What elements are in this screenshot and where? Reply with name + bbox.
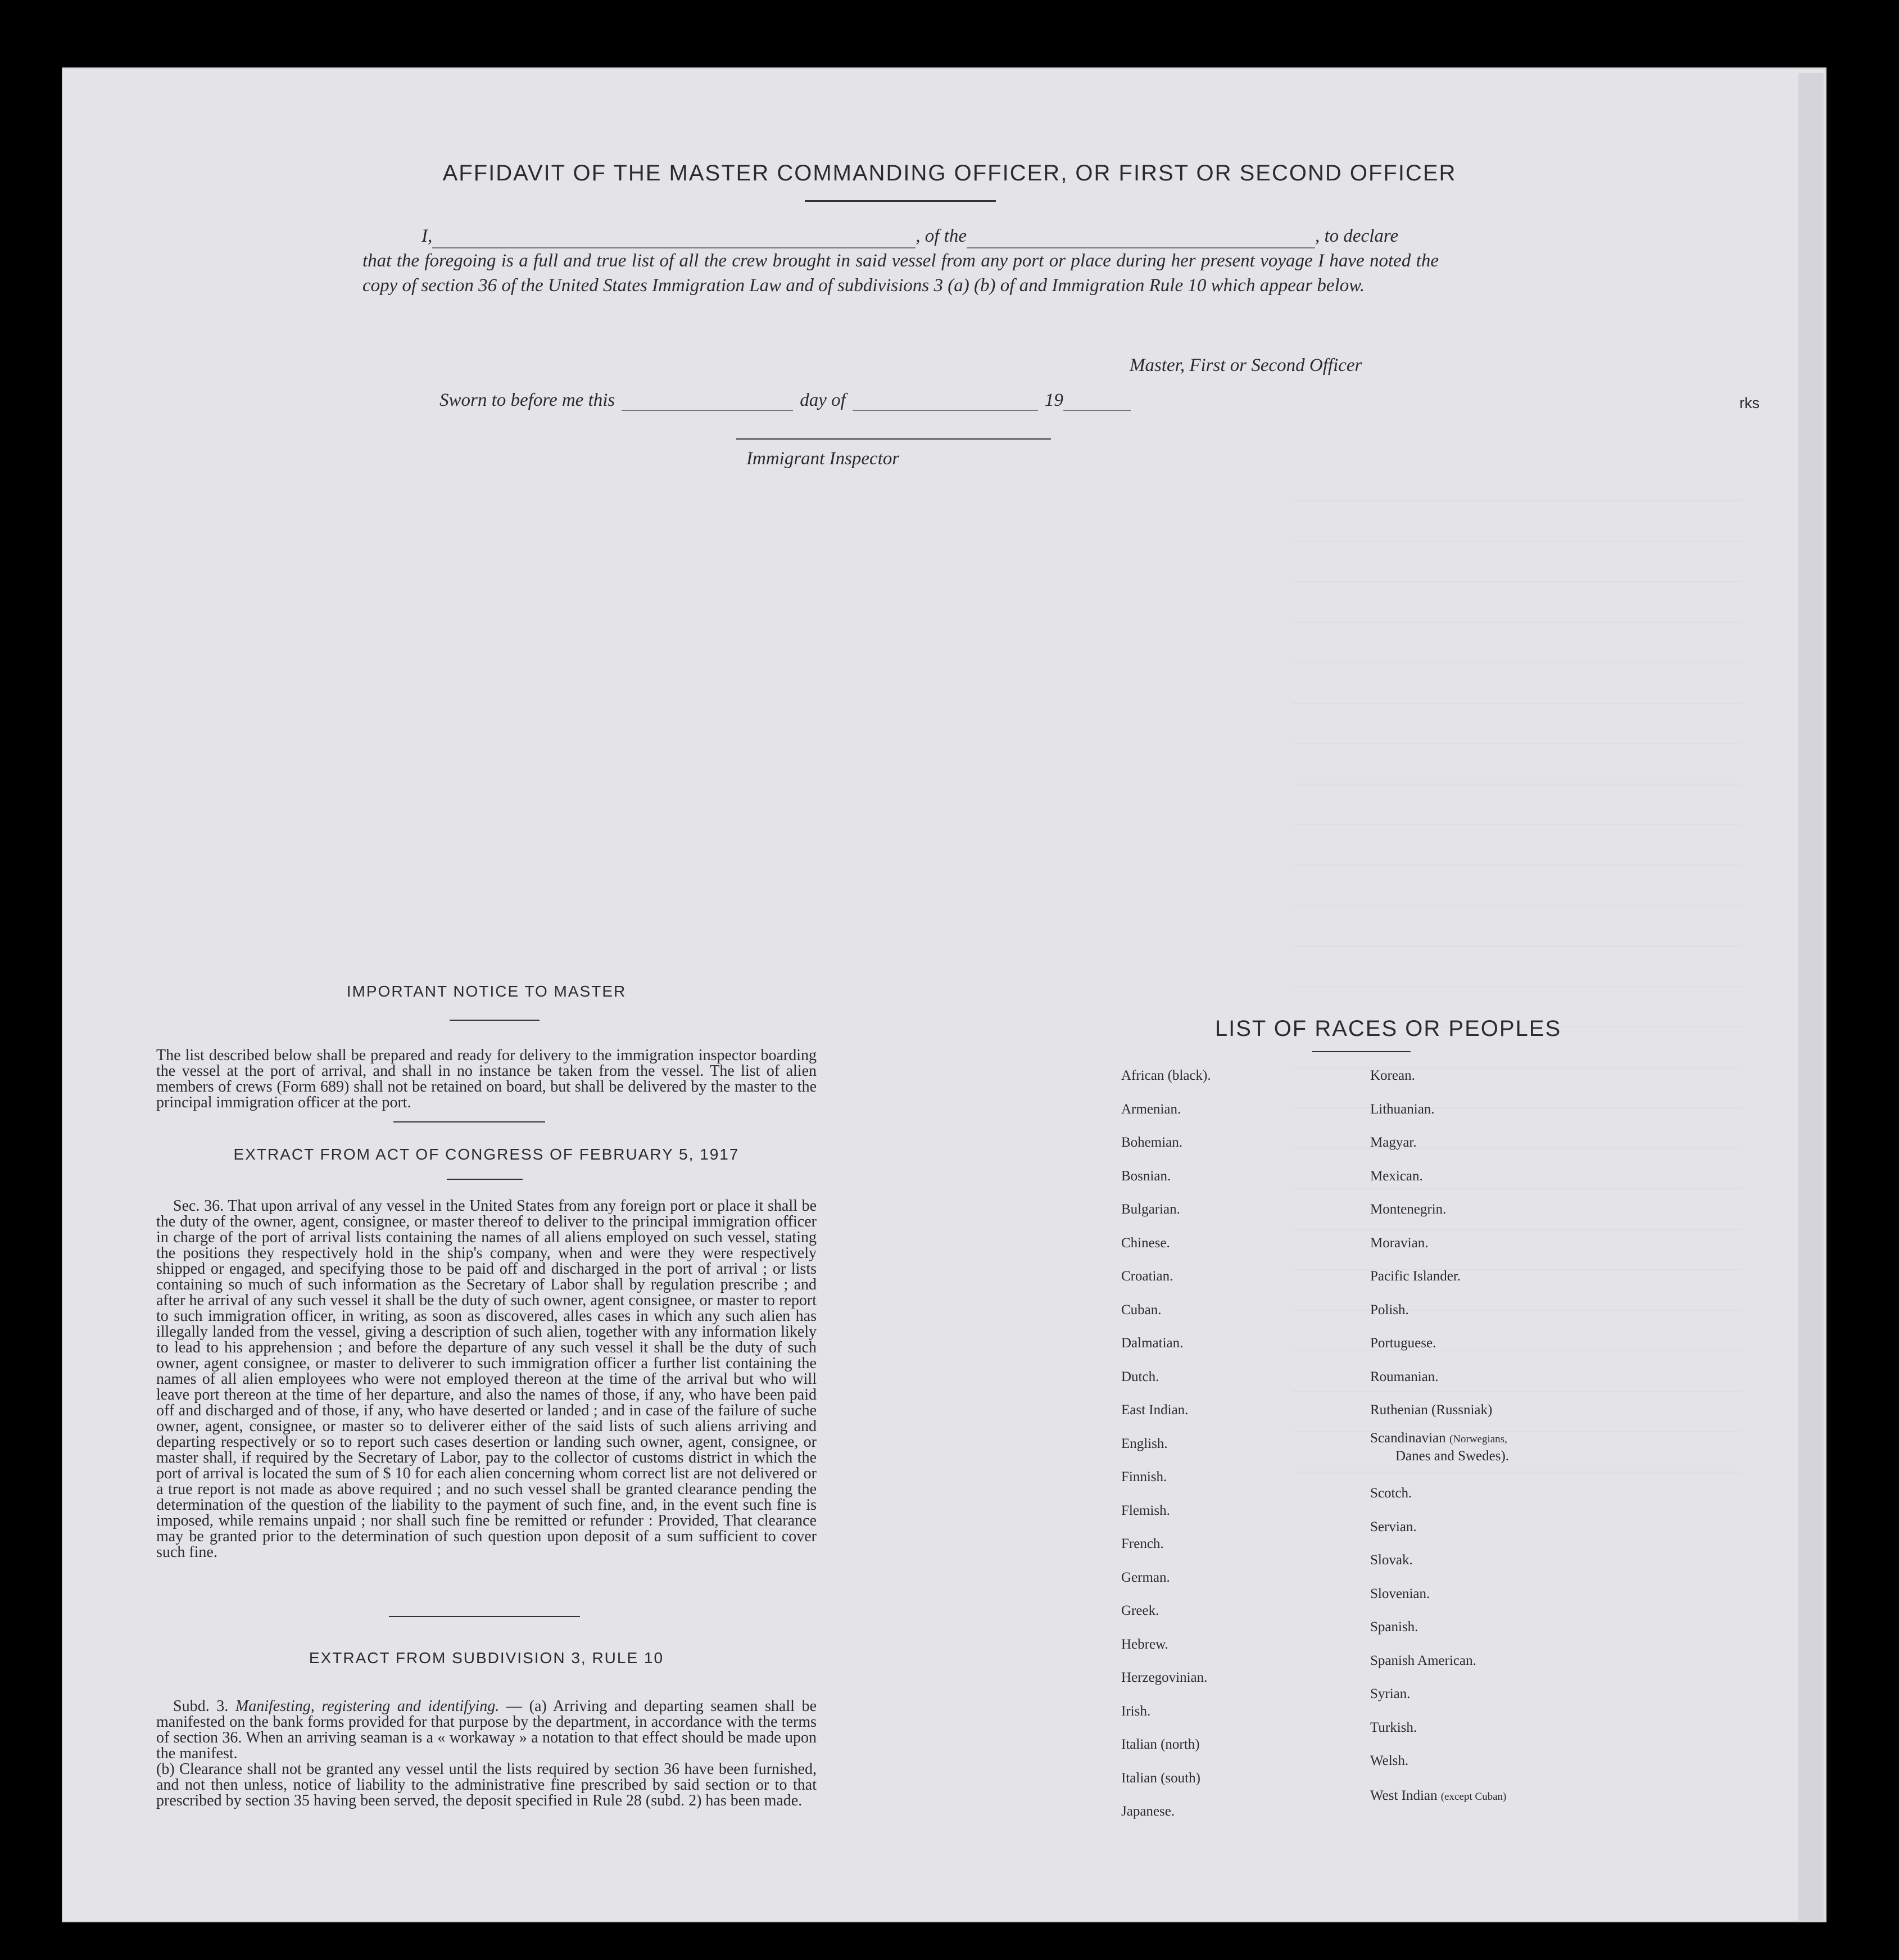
race-item: Bulgarian.: [1121, 1202, 1180, 1217]
race-item: Turkish.: [1370, 1719, 1417, 1735]
title-underline: [805, 200, 996, 202]
act-body: That upon arrival of any vessel in the United States from any foreign port or place it shall be the duty of the owner, agent, consignee, or master thereof to deliver to the principal immigration officer in charge of the port of arrival lists containing the names of all aliens employed on such vessel, stating the positions they respectively hold in the ship's company, when and were they were respectively shipped or engaged, and specifying those to be paid off and discharged in the port of arrival ; or lists containing so much of such information as the Secretary of Labor shall by regulation prescribe ; and after he arrival of any such vessel it shall be the duty of such owner, agent consignee, or master to report to such immigration officer, in writing, as soon as discovered, alles cases in which any such alien has illegally landed from the vessel, giving a description of such alien, together with any information likely to lead to his apprehension ; and before the departure of any such vessel it shall be the duty of such owner, agent consignee, or master to deliverer to such immigration officer a further list containing the names of all alien employees who were not employed thereon at the time of the arrival but who will leave port thereon at the time of her departure, and also the names of those, if any, who have been paid off and discharged and of those, if any, who have deserted or landed ; and in case of the failure of suche owner, agent, consignee, or master so to deliverer either of the said lists of such aliens arriving and departing respectively or so to report such cases desertion or landing such owner, agent, consignee, or master shall, if required by the Secretary of Labor, pay to the collector of customs district in which the port of arrival is located the sum of $ 10 for each alien concerning whom correct list are not delivered or a true report is not made as above required ; and no such vessel shall be granted clearance pending the determination of the question of the liability to the payment of such fine, and, in the event such fine is imposed, while remains unpaid ; nor shall such fine be remitted or refunder : Provided, That clearance may be granted prior to the determination of such question upon deposit of a sum sufficient to cover such fine.: [156, 1197, 817, 1561]
races-right-column-3: [1370, 1477, 1476, 1778]
edge-fragment: rks: [1739, 395, 1760, 411]
race-item: Scotch.: [1370, 1486, 1412, 1501]
subd-label: Subd. 3.: [173, 1698, 229, 1715]
inspector-signature-line: [736, 438, 1051, 440]
officer-name-field[interactable]: [432, 229, 915, 248]
act-divider: [389, 1616, 580, 1617]
rule-text-a: — (a) Arriving and departing seamen shall be manifested on the bank forms provided for that purpose by the department, in accordance with the terms of section 36. When an arriving seaman is a « workaway » a notation to that effect should be made upon the manifest.: [156, 1698, 817, 1762]
race-item: Armenian.: [1121, 1101, 1181, 1117]
race-item: Flemish.: [1121, 1502, 1170, 1518]
races-right-column-2: [1370, 1425, 1509, 1465]
affidavit-text: that the foregoing is a full and true list of all the crew brought in said vessel from any port or place during her present voyage I have noted the copy of section 36 of the United States Immigration Law and of subdivisions 3 (a) (b) of and Immigration Rule 10 which appear below.: [362, 251, 1439, 296]
sworn-line: [439, 390, 1131, 411]
race-item: English.: [1121, 1436, 1168, 1451]
races-right-column-4: [1370, 1779, 1506, 1813]
rule-text-b: (b) Clearance shall not be granted any vessel until the lists required by section 36 have been furnished, and not then unless, notice of liability to the administrative fine prescribed by said section or to that prescribed by section 35 having been served, the deposit specified in Rule 28 (subd. 2) has been made.: [156, 1760, 817, 1809]
sworn-label: Sworn to before me this: [439, 390, 615, 410]
sec-label: Sec. 36.: [173, 1197, 224, 1215]
race-item: Lithuanian.: [1370, 1101, 1435, 1117]
race-item: Servian.: [1370, 1519, 1417, 1534]
year-label: 19: [1044, 390, 1063, 410]
race-item: Mexican.: [1370, 1168, 1423, 1184]
month-field[interactable]: [853, 391, 1038, 411]
notice-heading: IMPORTANT NOTICE TO MASTER: [346, 983, 627, 1000]
race-item: Spanish.: [1370, 1619, 1418, 1635]
race-item: Polish.: [1370, 1302, 1409, 1318]
race-item: Herzegovinian.: [1121, 1670, 1208, 1685]
race-item: Cuban.: [1121, 1302, 1162, 1318]
of-the-label: , of the: [915, 226, 967, 246]
notice-underline: [450, 1020, 540, 1021]
races-underline: [1312, 1051, 1411, 1052]
rule-heading: EXTRACT FROM SUBDIVISION 3, RULE 10: [309, 1649, 664, 1667]
notice-divider: [393, 1121, 545, 1122]
race-item: Danes and Swedes).: [1395, 1449, 1510, 1464]
race-item: German.: [1121, 1569, 1170, 1585]
race-item: Korean.: [1370, 1068, 1415, 1083]
race-item: Bosnian.: [1121, 1168, 1171, 1184]
page-edge: [1798, 73, 1824, 1922]
race-item: Spanish American.: [1370, 1653, 1476, 1668]
to-declare-label: , to declare: [1315, 226, 1399, 246]
race-item: French.: [1121, 1536, 1164, 1551]
notice-text: The list described below shall be prepared and ready for delivery to the immigration inspector boarding the vessel at the port of arrival, and shall in no instance be taken from the vessel. The list of alien members of crews (Form 689) shall not be retained on board, but shall be delivered by the master to the principal immigration officer at the port.: [156, 1047, 817, 1111]
race-item: Magyar.: [1370, 1135, 1417, 1150]
race-item: Ruthenian (Russniak): [1370, 1402, 1493, 1418]
race-item: Welsh.: [1370, 1753, 1409, 1768]
race-item: Syrian.: [1370, 1686, 1411, 1701]
race-item: Bohemian.: [1121, 1135, 1183, 1150]
master-signature-label: Master, First or Second Officer: [1130, 355, 1362, 375]
race-item: Chinese.: [1121, 1235, 1170, 1251]
act-underline: [447, 1179, 523, 1180]
race-item: West Indian (except Cuban): [1370, 1788, 1507, 1803]
races-heading: LIST OF RACES OR PEOPLES: [1214, 1016, 1562, 1041]
subd-title: Manifesting, registering and identifying.: [235, 1698, 500, 1715]
i-label: I,: [422, 226, 433, 246]
races-left-column: [1121, 1059, 1211, 1828]
vessel-field[interactable]: [967, 229, 1315, 248]
race-item: Dutch.: [1121, 1369, 1159, 1384]
race-item: Italian (north): [1121, 1737, 1200, 1752]
race-item: Slovak.: [1370, 1552, 1413, 1568]
race-item: Portuguese.: [1370, 1336, 1436, 1351]
act-heading: EXTRACT FROM ACT OF CONGRESS OF FEBRUARY 5, 1917: [233, 1146, 740, 1163]
race-item: Greek.: [1121, 1603, 1159, 1618]
race-item: African (black).: [1121, 1068, 1211, 1083]
affidavit-body: [362, 224, 1439, 298]
day-field[interactable]: [622, 391, 793, 411]
race-item: Japanese.: [1121, 1804, 1175, 1819]
race-item: Roumanian.: [1370, 1369, 1439, 1384]
race-item: Scandinavian (Norwegians,: [1370, 1431, 1507, 1446]
race-item: Hebrew.: [1121, 1636, 1168, 1652]
year-field[interactable]: [1063, 391, 1131, 411]
race-item: Italian (south): [1121, 1770, 1200, 1786]
race-item: Montenegrin.: [1370, 1202, 1447, 1217]
race-item: Finnish.: [1121, 1469, 1167, 1484]
race-item: Dalmatian.: [1121, 1336, 1184, 1351]
race-item: Slovenian.: [1370, 1586, 1430, 1601]
race-item: East Indian.: [1121, 1402, 1189, 1418]
day-of-label: day of: [800, 390, 846, 410]
inspector-label: Immigrant Inspector: [746, 449, 900, 469]
act-text: [156, 1198, 817, 1560]
races-right-column: [1370, 1059, 1492, 1427]
race-item: Irish.: [1121, 1703, 1151, 1719]
affidavit-title: AFFIDAVIT OF THE MASTER COMMANDING OFFICER, OR FIRST OR SECOND OFFICER: [442, 161, 1457, 185]
race-item: Moravian.: [1370, 1235, 1429, 1251]
race-item: Pacific Islander.: [1370, 1269, 1461, 1284]
bleed-through-lines: [1293, 461, 1742, 1473]
race-item: Croatian.: [1121, 1269, 1173, 1284]
rule-text: [156, 1699, 817, 1809]
